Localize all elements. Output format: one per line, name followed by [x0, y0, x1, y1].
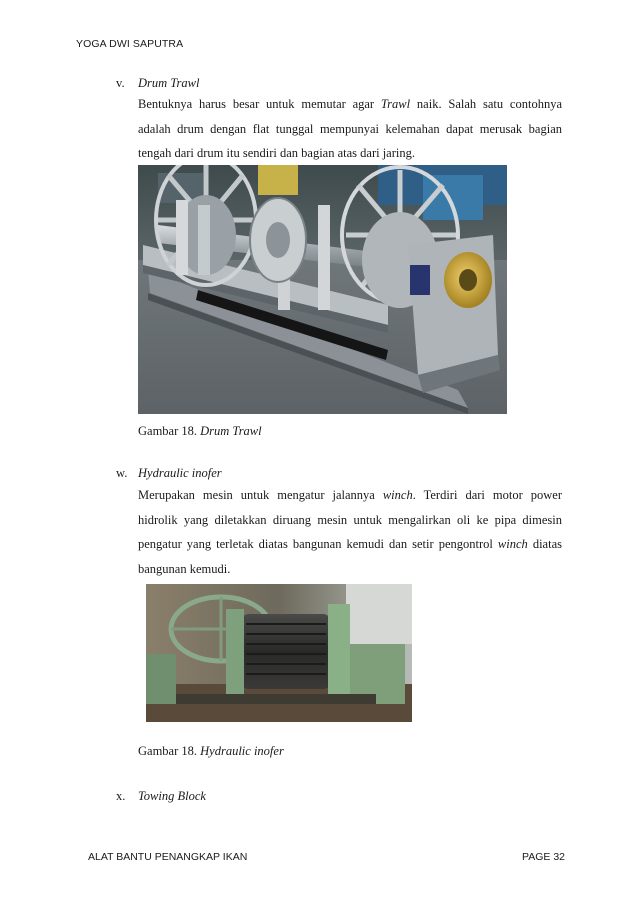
- list-marker-x: x.: [116, 789, 126, 803]
- drum-trawl-paragraph: [138, 92, 562, 166]
- page-number: PAGE 32: [522, 851, 565, 863]
- paragraph-line: bangunan kemudi.: [138, 561, 231, 576]
- paragraph-line: adalah drum dengan flat tunggal mempunyai kelemahan dapat merusak bagian: [138, 121, 562, 136]
- hydraulic-inofer-paragraph: [138, 483, 562, 581]
- drum-trawl-photo: [138, 165, 507, 414]
- list-marker-w: w.: [116, 466, 128, 480]
- paragraph-line: hidrolik yang diletakkan diruang mesin untuk mengalirkan oli ke pipa dimesin: [138, 512, 562, 527]
- page-header-author: YOGA DWI SAPUTRA: [76, 38, 184, 50]
- section-title-towing-block: Towing Block: [138, 789, 206, 803]
- hydraulic-inofer-caption: Gambar 18. Hydraulic inofer: [138, 744, 284, 758]
- list-marker-v: v.: [116, 76, 125, 90]
- section-title-drum-trawl: Drum Trawl: [138, 76, 200, 90]
- drum-trawl-caption: Gambar 18. Drum Trawl: [138, 424, 262, 438]
- paragraph-line: Merupakan mesin untuk mengatur jalannya winch. Terdiri dari motor power: [138, 488, 562, 502]
- section-title-hydraulic-inofer: Hydraulic inofer: [138, 466, 222, 480]
- paragraph-line: pengatur yang terletak diatas bangunan kemudi dan setir pengontrol winch diatas: [138, 537, 562, 551]
- paragraph-line: Bentuknya harus besar untuk memutar agar Trawl naik. Salah satu contohnya: [138, 97, 562, 111]
- hydraulic-inofer-photo: [146, 584, 412, 722]
- paragraph-line: tengah dari drum itu sendiri dan bagian atas dari jaring.: [138, 146, 415, 160]
- page-footer-title: ALAT BANTU PENANGKAP IKAN: [88, 851, 248, 863]
